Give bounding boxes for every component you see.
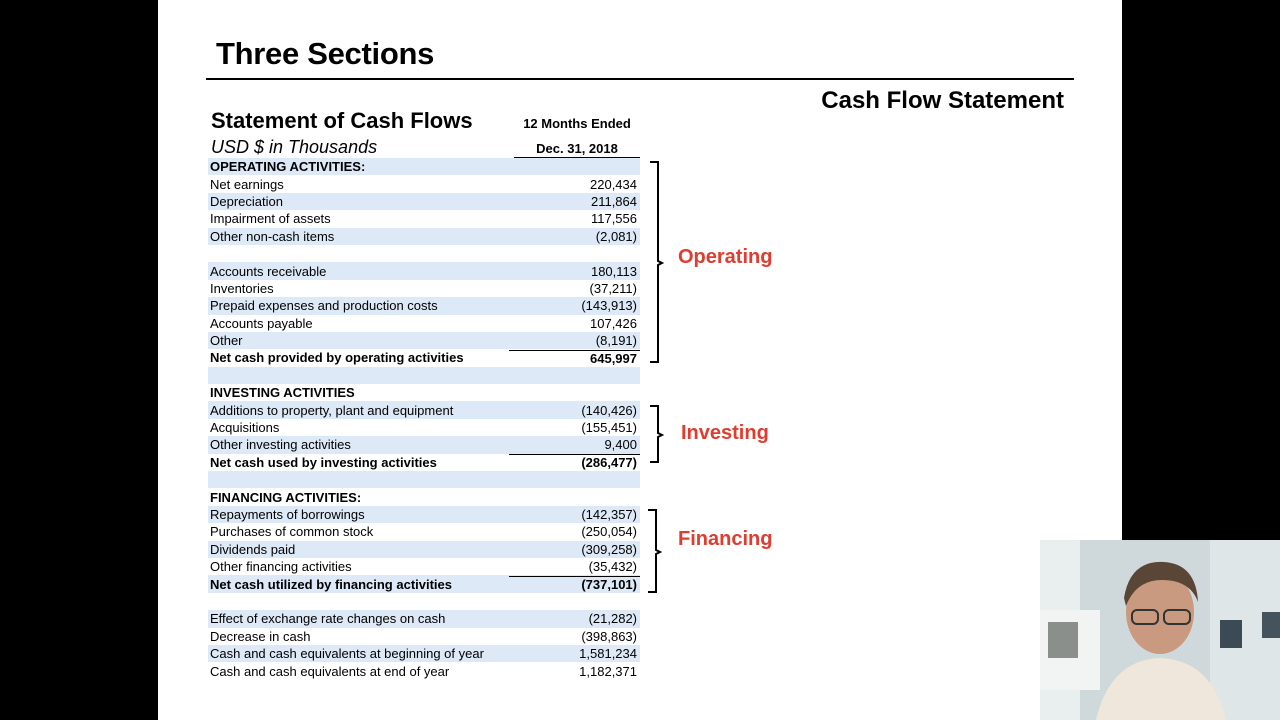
slide: [158, 0, 1122, 720]
statement-title: Statement of Cash Flows: [211, 108, 473, 133]
slide-subtitle: Cash Flow Statement: [821, 87, 1064, 114]
table-row: [208, 506, 640, 523]
table-row: [208, 541, 640, 558]
table-row: [208, 662, 640, 679]
investing-label: Investing: [681, 422, 769, 444]
row-label: Prepaid expenses and production costs: [210, 298, 438, 314]
table-row: [208, 297, 640, 314]
row-label: Other investing activities: [210, 437, 351, 453]
spacer-row: [208, 245, 640, 262]
row-value: 1,581,234: [579, 646, 637, 662]
row-label: Other financing activities: [210, 559, 352, 575]
table-row: [208, 610, 640, 627]
table-row: [208, 280, 640, 297]
row-label: Acquisitions: [210, 420, 280, 436]
row-label: Net cash utilized by financing activities: [210, 576, 453, 592]
financing-brace: [646, 508, 670, 596]
row-label: Depreciation: [210, 193, 283, 209]
row-value: 1,182,371: [579, 663, 637, 679]
spacer-row: [208, 471, 640, 488]
row-value: 220,434: [590, 176, 637, 192]
table-row: [208, 158, 640, 175]
table-row: [208, 315, 640, 332]
table-row: [208, 436, 640, 453]
row-value: (286,477): [509, 454, 640, 470]
row-label: Other non-cash items: [210, 228, 335, 244]
date-header: Dec. 31, 2018: [536, 141, 618, 156]
slide-title: Three Sections: [216, 36, 435, 71]
row-value: (2,081): [595, 228, 637, 244]
table-row: [208, 488, 640, 505]
row-value: 9,400: [604, 437, 637, 453]
table-row: [208, 228, 640, 245]
table-row: [208, 419, 640, 436]
row-value: (309,258): [581, 541, 637, 557]
row-value: (142,357): [581, 507, 637, 522]
row-label: Other: [210, 333, 243, 349]
table-row: [208, 575, 640, 592]
row-label: FINANCING ACTIVITIES:: [210, 489, 362, 505]
row-value: (143,913): [581, 298, 637, 314]
table-row: [208, 401, 640, 418]
operating-brace: [648, 160, 672, 366]
row-label: Net cash provided by operating activities: [210, 350, 464, 366]
row-label: OPERATING ACTIVITIES:: [210, 159, 366, 175]
row-label: Additions to property, plant and equipment: [210, 402, 454, 418]
table-row: [208, 175, 640, 192]
title-rule: [206, 78, 1074, 80]
row-label: Effect of exchange rate changes on cash: [210, 611, 446, 627]
row-label: Accounts receivable: [210, 263, 327, 279]
table-row: [208, 262, 640, 279]
row-value: 107,426: [590, 315, 637, 331]
row-label: Inventories: [210, 280, 274, 296]
row-label: Purchases of common stock: [210, 524, 374, 540]
row-value: 211,864: [590, 193, 637, 209]
period-header: 12 Months Ended: [523, 116, 631, 131]
row-value: (21,282): [588, 611, 637, 627]
row-label: Decrease in cash: [210, 628, 311, 644]
spacer-row: [208, 593, 640, 610]
row-label: Net cash used by investing activities: [210, 454, 437, 470]
table-row: [208, 332, 640, 349]
row-label: Repayments of borrowings: [210, 507, 365, 522]
presenter-webcam: [1040, 540, 1280, 720]
financing-label: Financing: [678, 528, 773, 550]
row-value: (155,451): [581, 420, 637, 436]
table-row: [208, 349, 640, 366]
table-row: [208, 384, 640, 401]
table-row: [208, 210, 640, 227]
spacer-row: [208, 367, 640, 384]
row-value: (35,432): [588, 559, 637, 575]
investing-brace: [648, 404, 672, 466]
row-label: Net earnings: [210, 176, 284, 192]
cash-flow-table: [208, 158, 640, 680]
table-row: [208, 454, 640, 471]
operating-label: Operating: [678, 246, 773, 268]
row-value: 117,556: [590, 211, 637, 227]
row-label: Impairment of assets: [210, 211, 331, 227]
row-label: Cash and cash equivalents at end of year: [210, 663, 450, 679]
statement-units: USD $ in Thousands: [211, 137, 378, 157]
table-row: [208, 558, 640, 575]
row-value: (8,191): [595, 333, 637, 349]
table-row: [208, 193, 640, 210]
row-label: INVESTING ACTIVITIES: [210, 385, 355, 401]
table-row: [208, 628, 640, 645]
table-row: [208, 523, 640, 540]
row-value: 180,113: [590, 263, 637, 279]
row-label: Accounts payable: [210, 315, 313, 331]
row-value: (140,426): [581, 402, 637, 418]
row-label: Cash and cash equivalents at beginning of year: [210, 646, 484, 662]
row-value: 645,997: [509, 350, 640, 366]
table-row: [208, 645, 640, 662]
row-label: Dividends paid: [210, 541, 296, 557]
row-value: (250,054): [581, 524, 637, 540]
presenter-video-frame: [1040, 540, 1280, 720]
row-value: (737,101): [509, 576, 640, 592]
row-value: (37,211): [589, 280, 637, 296]
row-value: (398,863): [581, 628, 637, 644]
